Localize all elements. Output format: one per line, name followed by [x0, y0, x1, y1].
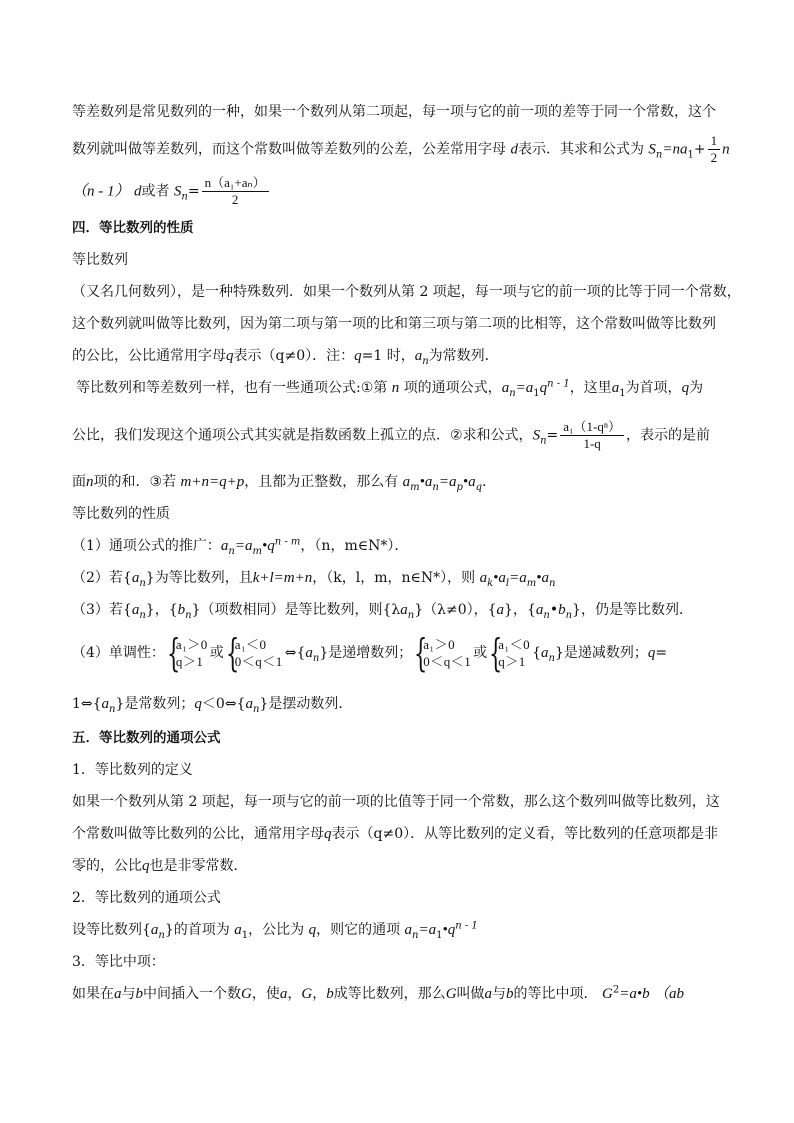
sub-heading: 3．等比中项：: [72, 954, 165, 970]
text-line: （n - 1） d或者 $S_n=$ $\frac{\text{n（a₁+aₙ）}}{2}$: [72, 176, 722, 207]
monotonicity-line: （4）单调性： { a₁＞0 q＞1 或 { a₁＜0 0＜q＜1 $\Leftrightarrow\{a_n\}$是递增数列； { a₁＞0 0＜q＜1 或 { a₁＜0 q＞1 $\{a_n\}$是递减数列；q=: [72, 631, 668, 675]
sum-formula-fraction: $\frac{\text{n（a₁+aₙ）}}{2}$: [202, 176, 269, 207]
text-line: 这个数列就叫做等比数列，因为第二项与第一项的比和第三项与第二项的比相等，这个常数叫做等比数列: [72, 316, 716, 332]
text-line: 如果在a与b中间插入一个数G，使a，G，b成等比数列，那么G叫做a与b的等比中项． $G^2=a•b$ （ab: [72, 984, 685, 1002]
text-line: 个常数叫做等比数列的公比，通常用字母q表示（q≠0）．从等比数列的定义看，等比数列的任意项都是非: [72, 826, 719, 842]
text-line: 设等比数列$\{a_n\}$的首项为 $a_1$，公比为 q，则它的通项 $a_n=a_1•q^{n - 1}$: [72, 920, 478, 941]
text-line: $1\Leftrightarrow\{a_n\}$是常数列；$q<0\Leftrightarrow\{a_n\}$是摆动数列．: [72, 696, 353, 715]
sub-heading: 1．等比数列的定义: [72, 762, 193, 778]
condition-system: { a₁＜0 0＜q＜1: [225, 631, 283, 675]
section-heading: 五．等比数列的通项公式: [72, 730, 221, 746]
sub-heading: 等比数列的性质: [72, 506, 170, 522]
fraction-half: $\frac{1}{2}$: [708, 134, 721, 165]
sub-heading: 2．等比数列的通项公式: [72, 890, 221, 906]
text-line: 的公比，公比通常用字母q表示（q≠0）．注：q=1 时，$a_n$为常数列．: [72, 348, 499, 367]
sub-heading: 等比数列: [72, 252, 128, 268]
text-line: 公比，我们发现这个通项公式其实就是指数函数上孤立的点．②求和公式，$S_n=$ $\frac{\text{a₁（1-qⁿ）}}{1-q}$ ，表示的是前: [72, 419, 710, 451]
text-line: （又名几何数列），是一种特殊数列．如果一个数列从第 2 项起，每一项与它的前一项的比等于同一个常数，: [72, 284, 741, 300]
text-line: 零的，公比q也是非零常数．: [72, 858, 248, 874]
text-line: 数列就叫做等差数列，而这个常数叫做等差数列的公差，公差常用字母 d表示．其求和公式为 $S_n=na_1+$ $\frac{1}{2}$ n: [72, 133, 730, 165]
text-line: 等比数列和等差数列一样，也有一些通项公式:①第 n 项的通项公式，$a_n=a_1q^{n - 1}$，这里$a_1$为首项，q为: [76, 378, 704, 399]
text-line: 如果一个数列从第 2 项起，每一项与它的前一项的比值等于同一个常数，那么这个数列叫做等比数列，这: [72, 794, 720, 810]
section-heading: 四．等比数列的性质: [72, 220, 194, 236]
text-line: 等差数列是常见数列的一种，如果一个数列从第二项起，每一项与它的前一项的差等于同一个常数，这个: [72, 104, 716, 120]
condition-system: { a₁＞0 q＞1: [166, 631, 208, 675]
text-line: 面n项的和．③若 m+n=q+p，且都为正整数，那么有 $a_m•a_n=a_p•a_q$．: [72, 474, 497, 493]
text-line: （1）通项公式的推广：$a_n=a_m•q^{n - m}$，（n，m∈N*）．: [72, 536, 409, 557]
condition-system: { a₁＜0 q＞1: [489, 631, 531, 675]
text-line: （2）若$\{a_n\}$为等比数列，且k+l=m+n，（k，l，m，n∈N*），则 $a_k•a_l=a_m•a_n$: [72, 570, 556, 589]
condition-system: { a₁＞0 0＜q＜1: [414, 631, 472, 675]
geometric-sum-fraction: $\frac{\text{a₁（1-qⁿ）}}{1-q}$: [560, 420, 624, 451]
text-line: （3）若$\{a_n\}$，$\{b_n\}$（项数相同）是等比数列，则$\{\lambda a_n\}(\lambda\ne 0)$，{a}，$\{a_n•b_n\}$，仍是等比数列．: [72, 602, 693, 621]
